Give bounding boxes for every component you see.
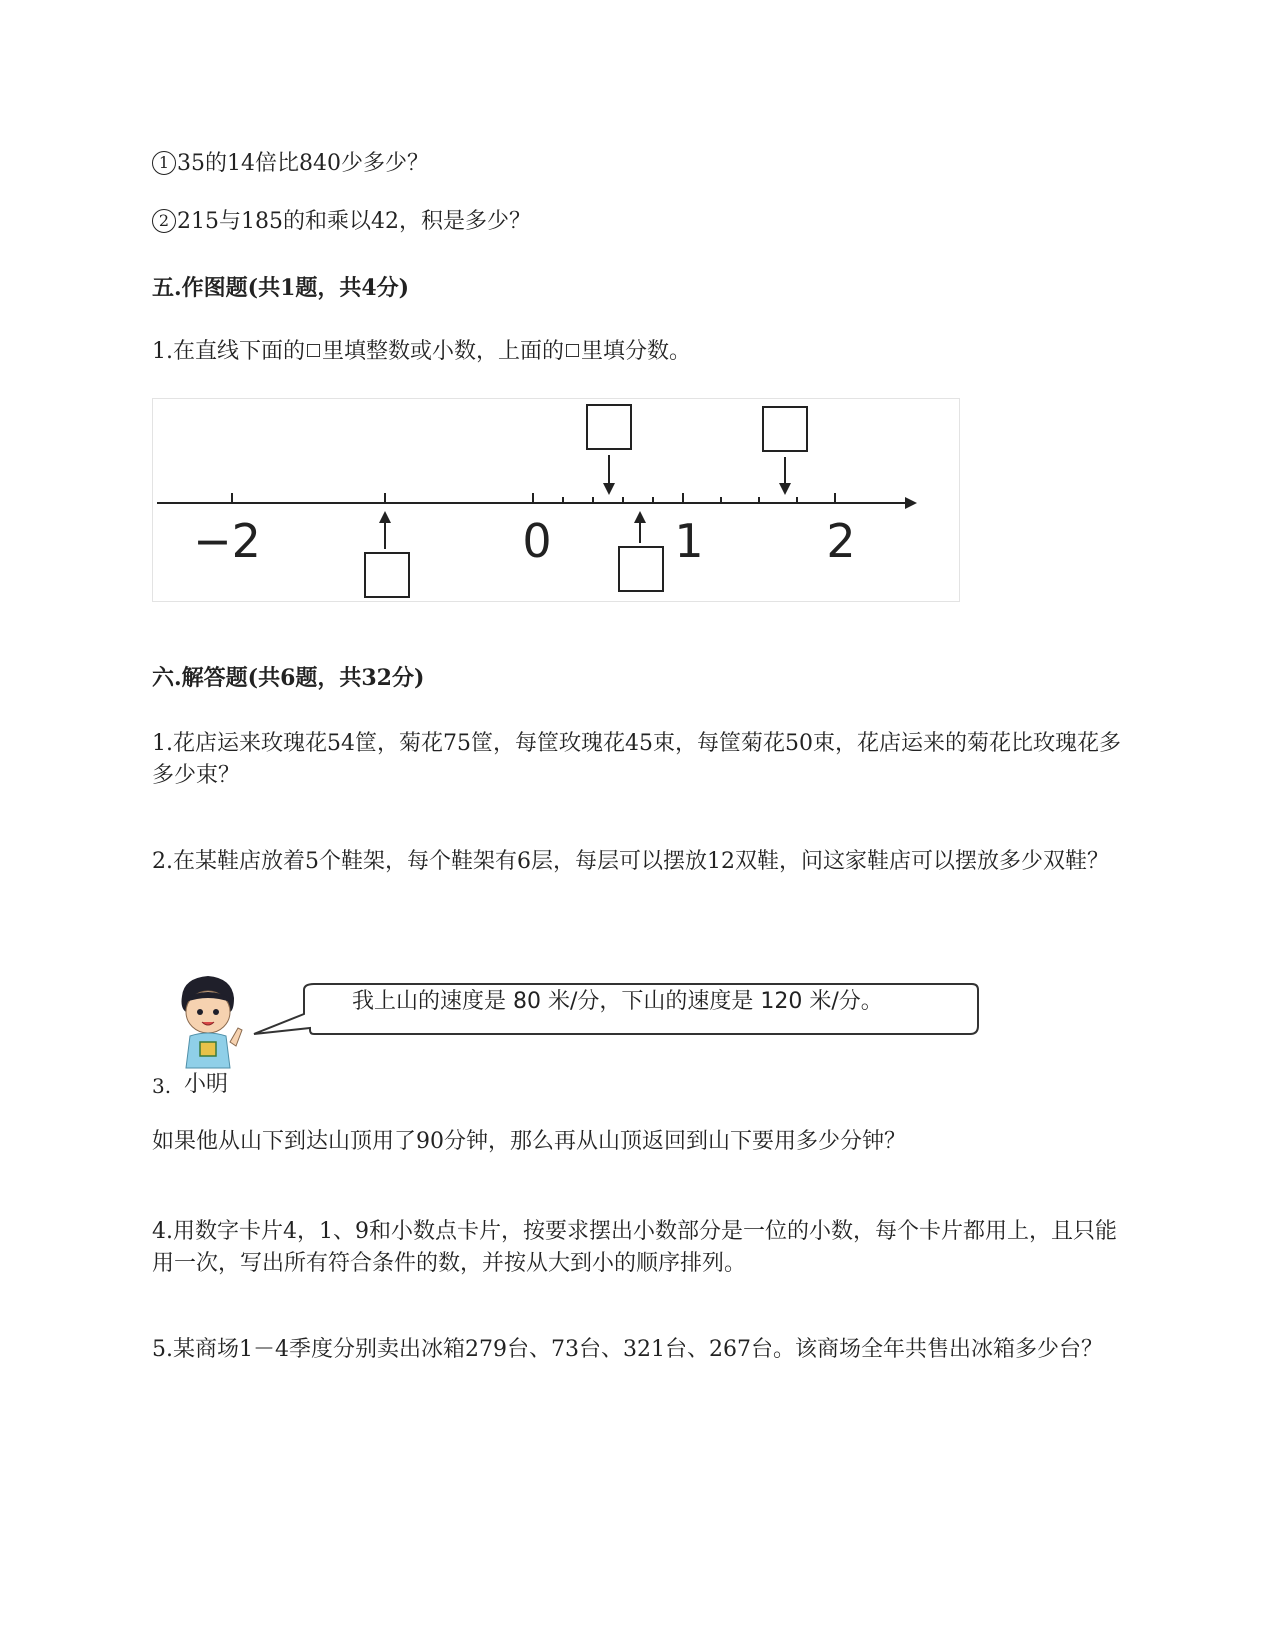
speech-bubble-text: 我上山的速度是 80 米/分，下山的速度是 120 米/分。 bbox=[352, 989, 883, 1014]
section5-q1-mid: 里填整数或小数，上面的 bbox=[322, 339, 565, 364]
answer-box-top-2 bbox=[763, 407, 807, 451]
answer-box-bottom-1 bbox=[365, 553, 409, 597]
character-name: 小明 bbox=[184, 1072, 229, 1097]
circled-number-2: 2 bbox=[152, 209, 176, 233]
section5-q1-suffix: 里填分数。 bbox=[581, 339, 692, 364]
number-line-figure bbox=[152, 398, 960, 602]
small-box-icon bbox=[566, 344, 579, 357]
circled-number-1: 1 bbox=[152, 151, 176, 175]
eye bbox=[213, 1009, 219, 1015]
section6-q1: 1.花店运来玫瑰花54筐，菊花75筐，每筐玫瑰花45束，每筐菊花50束，花店运来的菊花比玫瑰花多多少束？ bbox=[152, 731, 1121, 788]
tick-label-2: 2 bbox=[826, 514, 856, 568]
shirt-logo bbox=[200, 1042, 216, 1056]
number-line-svg bbox=[153, 399, 959, 601]
speech-figure bbox=[172, 972, 992, 1106]
q4-item-2-text: 215与185的和乘以42，积是多少？ bbox=[177, 209, 531, 234]
answer-box-bottom-2 bbox=[619, 547, 663, 591]
axis-arrowhead-icon bbox=[905, 497, 917, 509]
tick-label-1: 1 bbox=[674, 514, 704, 568]
down-arrow-icon bbox=[603, 483, 615, 495]
eye bbox=[197, 1009, 203, 1015]
section6-q3-number: 3. bbox=[152, 1074, 172, 1098]
section6-q5: 5.某商场1－4季度分别卖出冰箱279台、73台、321台、267台。该商场全年共售出冰箱多少台？ bbox=[152, 1337, 1103, 1362]
q4-item-1 bbox=[152, 148, 429, 180]
section6-q4: 4.用数字卡片4，1、9和小数点卡片，按要求摆出小数部分是一位的小数，每个卡片都用上，且只能用一次，写出所有符合条件的数，并按从大到小的顺序排列。 bbox=[152, 1219, 1117, 1276]
section5-q1 bbox=[152, 336, 691, 368]
q4-item-2 bbox=[152, 206, 531, 238]
raised-hand bbox=[230, 1028, 242, 1046]
answer-box-top-1 bbox=[587, 405, 631, 449]
down-arrow-icon bbox=[779, 483, 791, 495]
q4-item-1-text: 35的14倍比840少多少？ bbox=[177, 151, 429, 176]
section5-q1-prefix: 1.在直线下面的 bbox=[152, 339, 305, 364]
section6-heading: 六.解答题(共6题，共32分) bbox=[152, 665, 425, 691]
tick-label-minus-2: −2 bbox=[193, 514, 261, 568]
tick-label-0: 0 bbox=[522, 514, 552, 568]
section6-q3-question: 如果他从山下到达山顶用了90分钟，那么再从山顶返回到山下要用多少分钟？ bbox=[152, 1129, 906, 1154]
boy-avatar bbox=[182, 976, 243, 1068]
section5-heading: 五.作图题(共1题，共4分) bbox=[152, 275, 410, 301]
small-box-icon bbox=[307, 344, 320, 357]
section6-q2: 2.在某鞋店放着5个鞋架，每个鞋架有6层，每层可以摆放12双鞋，问这家鞋店可以摆放多少双鞋？ bbox=[152, 849, 1109, 874]
